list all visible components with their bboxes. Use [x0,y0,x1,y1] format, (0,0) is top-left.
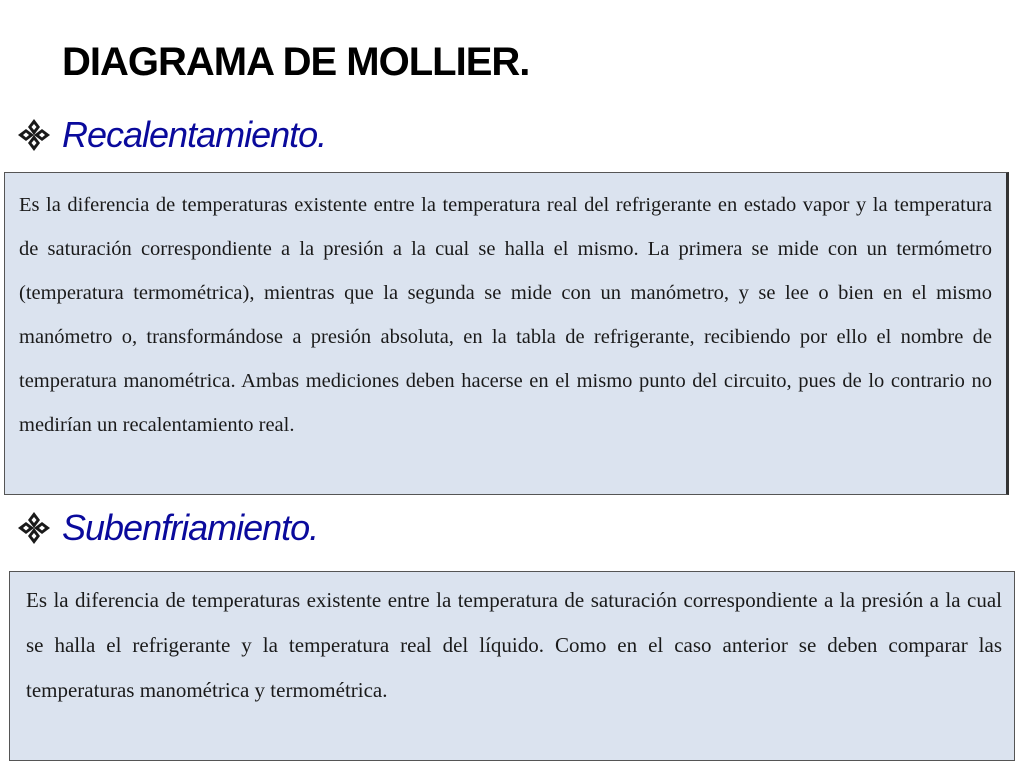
page-title: DIAGRAMA DE MOLLIER. [62,40,530,84]
section-heading-text: Recalentamiento. [62,114,327,155]
diamond-bullet-icon [14,115,54,155]
definition-box-recalentamiento: Es la diferencia de temperaturas existente entre la temperatura real del refrigerante en estado vapor y la temperatura de saturación correspondiente a la presión a la cual se halla el mismo. La primera se mide con un termómetro (temperatura termométrica), mientras que la segunda se mide con un manómetro, y se lee o bien en el mismo manómetro o, transformándose a presión absoluta, en la tabla de refrigerante, recibiendo por ello el nombre de temperatura manométrica. Ambas mediciones deben hacerse en el mismo punto del circuito, pues de lo contrario no medirían un recalentamiento real. [4,172,1009,495]
section-heading-recalentamiento [14,114,326,156]
definition-box-subenfriamiento: Es la diferencia de temperaturas existente entre la temperatura de saturación correspondiente a la presión a la cual se halla el refrigerante y la temperatura real del líquido. Como en el caso anterior se deben comparar las temperaturas manométrica y termométrica. [9,571,1015,761]
section-heading-text: Subenfriamiento. [62,507,319,548]
diamond-bullet-icon [14,508,54,548]
section-heading-subenfriamiento [14,507,318,549]
